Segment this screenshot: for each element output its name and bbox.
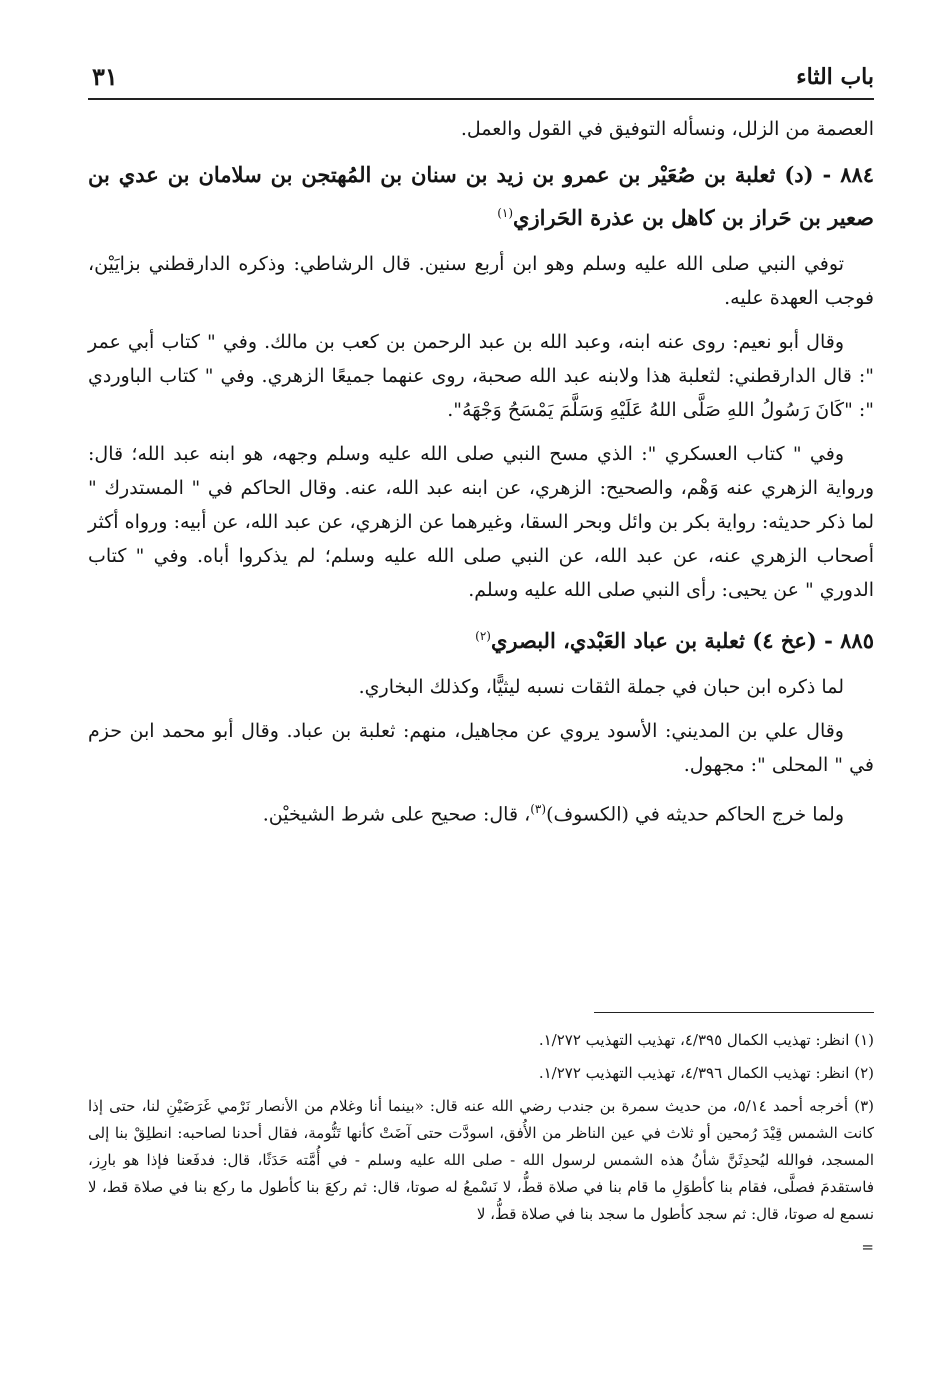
book-page xyxy=(88,52,874,1362)
chapter-title: باب الثاء xyxy=(796,64,874,90)
running-header xyxy=(88,52,874,100)
main-text xyxy=(88,112,874,831)
footnote-continuation: = xyxy=(861,1238,874,1256)
footnote: (١) انظر: تهذيب الكمال ٤/٣٩٥، تهذيب التهذيب ١/٢٧٢. xyxy=(538,1031,874,1049)
footnotes xyxy=(88,1012,874,1267)
entry-heading-884 xyxy=(88,156,874,237)
entry-name: ثعلبة بن عباد العَبْدي، البصري xyxy=(490,628,745,653)
paragraph: وفي " كتاب العسكري ": الذي مسح النبي صلى الله عليه وسلم وجهه، هو ابنه عبد الله؛ قال: ورواية الزهري عنه وَهْم، والصحيح: الزهري، عن ابنه عبد الله، عنه. وقال الحاكم في " المستدرك " لما ذكر حديثه: رواية بكر بن وائل وبحر السقا، وغيرهما عن الزهري، عن عبد الله، عن أبيه: ورواه أكثر أصحاب الزهري عنه، عن عبد الله، عن النبي صلى الله عليه وسلم؛ لم يذكروا أباه. وفي " كتاب الدوري " عن يحيى: رأى النبي صلى الله عليه وسلم. xyxy=(88,443,874,601)
footnote-ref: (١) xyxy=(497,206,514,220)
entry-number: ٨٨٥ - (عخ ٤) xyxy=(752,628,874,653)
footnote-ref: (٢) xyxy=(475,629,491,643)
paragraph xyxy=(88,792,874,831)
footnote: (٣) أخرجه أحمد ٥/١٤، من حديث سمرة بن جندب رضي الله عنه قال: «بينما أنا وغلام من الأنصار نَرْمي غَرَضَيْنِ لنا، حتى إذا كانت الشمس قِيْدَ رُمحين أو ثلاث في عين الناظر من الأُفق، اسودَّت حتى آضَتْ كأنها تَنُّومة، فقال أحدنا لصاحبه: انطلِقْ بنا إلى المسجد، فوالله ليُحدِثَنَّ شأنُ هذه الشمس لرسول الله - صلى الله عليه وسلم - في أُمَّته حَدَثًا، قال: فدفَعنا فإذا هو بارِز، فاستقدمَ فصلَّى، فقام بنا كأطوَلِ ما قام بنا في صلاة قطُّ، لا نَسْمعُ له صوتا، قال: ثم ركعَ بنا كأطول ما ركع بنا في صلاة قط، لا نسمع له صوتا، قال: ثم سجد كأطول ما سجد بنا في صلاة قطُّ، لا xyxy=(88,1097,874,1223)
paragraph: لما ذكره ابن حبان في جملة الثقات نسبه ليثيًّا، وكذلك البخاري. xyxy=(358,676,844,698)
paragraph: العصمة من الزلل، ونسأله التوفيق في القول والعمل. xyxy=(460,118,874,140)
footnote-divider xyxy=(594,1012,874,1013)
footnote: (٢) انظر: تهذيب الكمال ٤/٣٩٦، تهذيب التهذيب ١/٢٧٢. xyxy=(538,1064,874,1082)
footnote-ref: (٣) xyxy=(530,802,547,816)
entry-heading-885 xyxy=(88,617,874,660)
paragraph: وقال أبو نعيم: روى عنه ابنه، وعبد الله بن عبد الرحمن بن كعب بن مالك. وفي " كتاب أبي عمر ": قال الدارقطني: لثعلبة هذا ولابنه عبد الله صحبة، روى عنهما جميعًا الزهري. وفي " كتاب الباوردي ": "كَانَ رَسُولُ اللهِ صَلَّى اللهُ عَلَيْهِ وَسَلَّمَ يَمْسَحُ وَجْهَهُ". xyxy=(88,331,874,421)
paragraph-text: ، قال: صحيح على شرط الشيخيْن. xyxy=(262,803,531,826)
paragraph-text: ولما خرج الحاكم حديثه في (الكسوف) xyxy=(546,803,844,826)
entry-number: ٨٨٤ - (د) xyxy=(784,162,875,187)
entry-name: ثعلبة بن صُعَيْر بن عمرو بن زيد بن سنان بن المُهتجن بن سلامان بن عدي بن صعير بن حَراز بن كاهل بن عذرة الحَرازي xyxy=(88,162,874,230)
paragraph: وقال علي بن المديني: الأسود يروي عن مجاهيل، منهم: ثعلبة بن عباد. وقال أبو محمد ابن حزم في " المحلى ": مجهول. xyxy=(88,720,874,776)
page-number: ٣١ xyxy=(92,62,118,91)
paragraph: توفي النبي صلى الله عليه وسلم وهو ابن أربع سنين. قال الرشاطي: وذكره الدارقطني بزايَيْن، فوجب العهدة عليه. xyxy=(88,253,874,309)
